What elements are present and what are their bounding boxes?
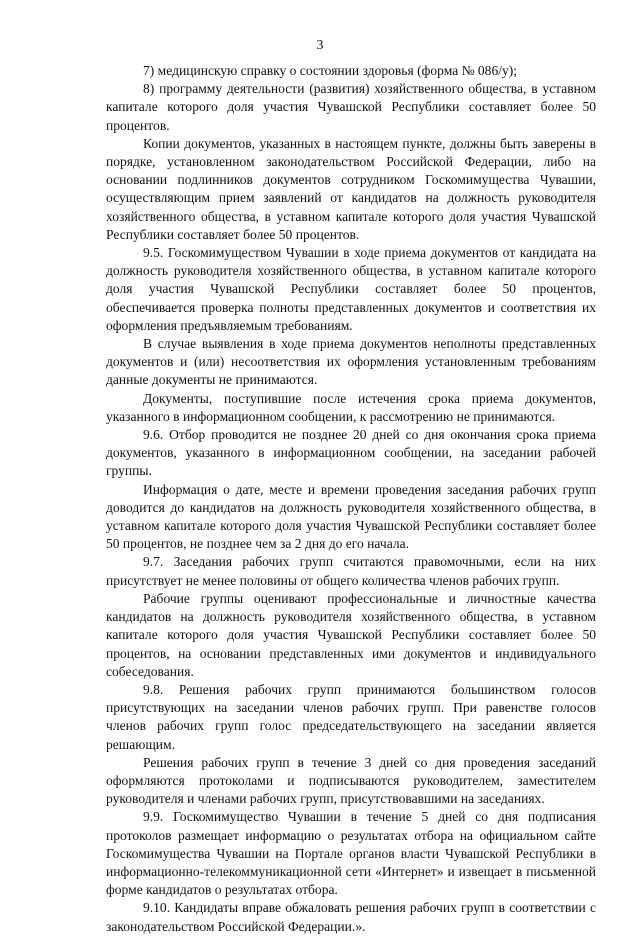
paragraph-9-10: 9.10. Кандидаты вправе обжаловать решения рабочих групп в соответствии с законодательством Российской Федерации.». [106,900,596,934]
paragraph-copies-certification: Копии документов, указанных в настоящем пункте, должны быть заверены в порядке, установленном законодательством Российской Федерации, либо на основании подлинников документов сотрудником Госкомимущества Чувашии, осуществляющим прием заявлений от кандидатов на должность руководителя хозяйственного общества, в уставном капитале которого доля участия Чувашской Республики составляет более 50 процентов. [106,135,596,242]
document-body [106,62,596,936]
paragraph-item-7: 7) медицинскую справку о состоянии здоровья (форма № 086/у); [143,63,518,78]
paragraph-late-documents: Документы, поступившие после истечения срока приема документов, указанного в информационном сообщении, к рассмотрению не принимаются. [106,390,596,424]
paragraph-meeting-information: Информация о дате, месте и времени проведения заседания рабочих групп доводится до кандидатов на должность руководителя хозяйственного общества, в уставном капитале которого доля участия Чувашской Республики составляет более 50 процентов, не позднее чем за 2 дня до его начала. [106,481,596,552]
paragraph-9-5: 9.5. Госкомимуществом Чувашии в ходе приема документов от кандидата на должность руководителя хозяйственного общества, в уставном капитале которого доля участия Чувашской Республики составляет более 50 процентов, обеспечивается проверка полноты представленных документов и соответствия их оформления предъявляемым требованиям. [106,245,596,333]
paragraph-9-7: 9.7. Заседания рабочих групп считаются правомочными, если на них присутствует не менее половины от общего количества членов рабочих групп. [106,554,596,588]
paragraph-evaluation: Рабочие группы оценивают профессиональные и личностные качества кандидатов на должность руководителя хозяйственного общества, в уставном капитале которого доля участия Чувашской Республики составляет более 50 процентов, на основании представленных ими документов и индивидуального собеседования. [106,590,596,679]
paragraph-item-8: 8) программу деятельности (развития) хозяйственного общества, в уставном капитале которого доля участия Чувашской Республики составляет более 50 процентов. [106,81,596,133]
paragraph-incomplete-documents: В случае выявления в ходе приема документов неполноты представленных документов и (или) несоответствия их оформления установленным требованиям данные документы не принимаются. [106,336,596,388]
page-number: 3 [316,38,324,53]
paragraph-9-9: 9.9. Госкомимущество Чувашии в течение 5 дней со дня подписания протоколов размещает информацию о результатах отбора на официальном сайте Госкомимущества Чувашии на Портале органов власти Чувашской Республики в информационно-телекоммуникационной сети «Интернет» и извещает в письменной форме кандидатов о результатах отбора. [106,809,596,898]
paragraph-9-8: 9.8. Решения рабочих групп принимаются большинством голосов присутствующих на заседании членов рабочих групп. При равенстве голосов членов рабочих групп голос председательствующего на заседании является решающим. [106,681,596,752]
paragraph-protocols: Решения рабочих групп в течение 3 дней со дня проведения заседаний оформляются протоколами и подписываются руководителем, заместителем руководителя и членами рабочих групп, присутствовавшими на заседаниях. [106,754,596,807]
paragraph-9-6: 9.6. Отбор проводится не позднее 20 дней со дня окончания срока приема документов, указанного в информационном сообщении, на заседании рабочей группы. [106,427,596,479]
